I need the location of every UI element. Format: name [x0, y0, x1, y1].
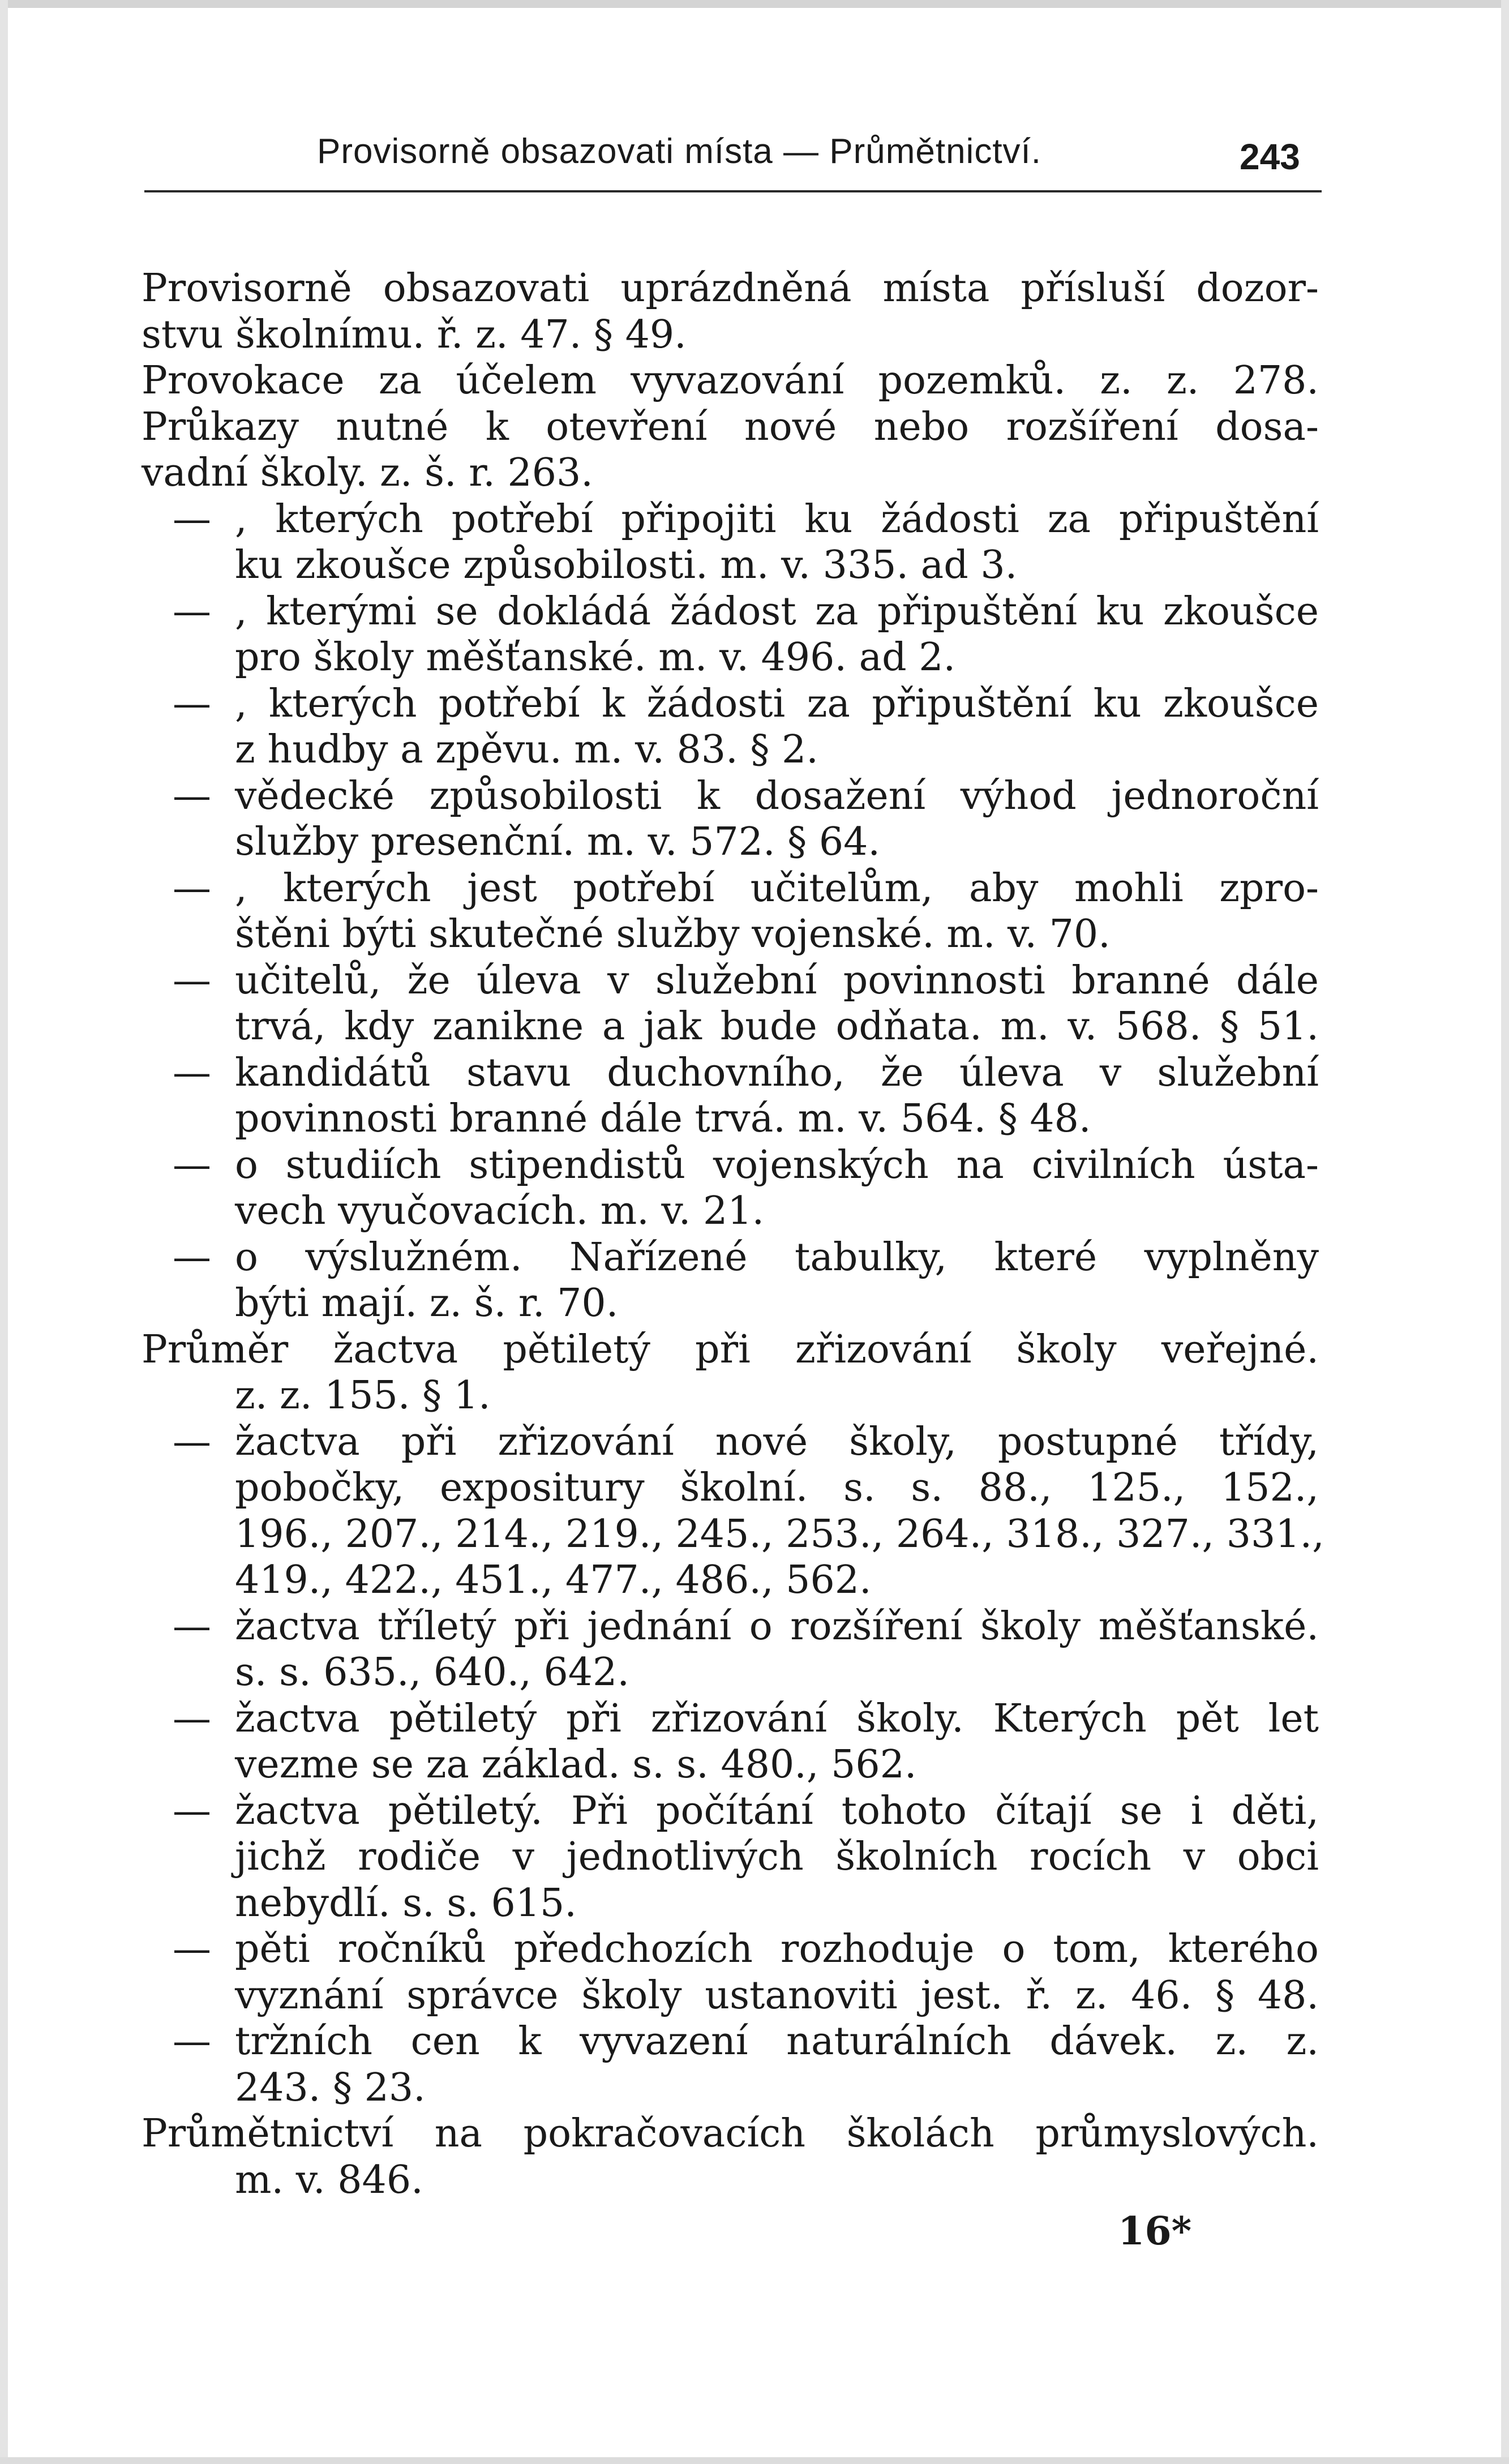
- entry-dash: —: [173, 1235, 211, 1280]
- entry-dash: —: [173, 1604, 211, 1649]
- index-subentry-line: trvá, kdy zanikne a jak bude odňata. m. v. 568. § 51.: [235, 1004, 1319, 1049]
- index-subentry-line: 243. § 23.: [235, 2066, 426, 2110]
- index-subentry-line: 419., 422., 451., 477., 486., 562.: [235, 1558, 872, 1602]
- index-subentry-line: o studiích stipendistů vojenských na civilních ústa-: [235, 1143, 1319, 1188]
- index-subentry-line: povinnosti branné dále trvá. m. v. 564. § 48.: [235, 1096, 1091, 1141]
- index-subentry-line: nebydlí. s. s. 615.: [235, 1881, 577, 1926]
- entry-dash: —: [173, 682, 211, 726]
- index-subentry-line: s. s. 635., 640., 642.: [235, 1650, 629, 1695]
- entry-dash: —: [173, 2019, 211, 2064]
- index-subentry-line: služby presenční. m. v. 572. § 64.: [235, 820, 880, 864]
- entry-dash: —: [173, 1696, 211, 1741]
- index-subentry-line: 196., 207., 214., 219., 245., 253., 264., 318., 327., 331.,: [235, 1512, 1324, 1557]
- index-entry-line: Průkazy nutné k otevření nové nebo rozšíření dosa-: [142, 405, 1319, 449]
- index-subentry-line: vědecké způsobilosti k dosažení výhod jednoroční: [235, 774, 1319, 819]
- index-subentry-line: žactva při zřizování nové školy, postupné třídy,: [235, 1420, 1319, 1464]
- index-subentry-line: pro školy měšťanské. m. v. 496. ad 2.: [235, 635, 956, 680]
- index-subentry-line: jichž rodiče v jednotlivých školních rocích v obci: [235, 1835, 1319, 1879]
- index-subentry-line: býti mají. z. š. r. 70.: [235, 1281, 619, 1326]
- index-entry-line: Provokace za účelem vyvazování pozemků. z. z. 278.: [142, 358, 1319, 403]
- index-subentry-line: štěni býti skutečné služby vojenské. m. v. 70.: [235, 912, 1111, 957]
- page-number: 243: [1240, 136, 1300, 177]
- running-header-title: Provisorně obsazovati místa — Průmětnictví.: [317, 132, 1042, 171]
- index-subentry-line: žactva pětiletý. Při počítání tohoto čítají se i děti,: [235, 1789, 1319, 1833]
- index-subentry-line: kandidátů stavu duchovního, že úleva v služební: [235, 1051, 1319, 1095]
- entry-dash: —: [173, 589, 211, 634]
- entry-dash: —: [173, 1927, 211, 1972]
- index-subentry-line: o výslužném. Nařízené tabulky, které vyplněny: [235, 1235, 1319, 1280]
- index-subentry-line: vech vyučovacích. m. v. 21.: [235, 1189, 765, 1233]
- index-subentry-line: pěti ročníků předchozích rozhoduje o tom, kterého: [235, 1927, 1319, 1972]
- index-entry-line: stvu školnímu. ř. z. 47. § 49.: [142, 312, 687, 357]
- index-entry-line: Průmětnictví na pokračovacích školách průmyslových.: [142, 2111, 1319, 2156]
- index-subentry-line: tržních cen k vyvazení naturálních dávek. z. z.: [235, 2019, 1319, 2064]
- entry-dash: —: [173, 866, 211, 911]
- entry-dash: —: [173, 1051, 211, 1095]
- entry-dash: —: [173, 1143, 211, 1188]
- index-subentry-line: m. v. 846.: [235, 2158, 423, 2202]
- entry-dash: —: [173, 958, 211, 1003]
- index-entry-line: Provisorně obsazovati uprázdněná místa přísluší dozor-: [142, 266, 1319, 311]
- index-subentry-line: z. z. 155. § 1.: [235, 1373, 491, 1418]
- signature-mark: 16*: [1118, 2209, 1192, 2254]
- entry-dash: —: [173, 497, 211, 542]
- index-subentry-line: žactva tříletý při jednání o rozšíření školy měšťanské.: [235, 1604, 1319, 1649]
- entry-dash: —: [173, 1420, 211, 1464]
- index-subentry-line: vyznání správce školy ustanoviti jest. ř. z. 46. § 48.: [235, 1973, 1319, 2018]
- index-subentry-line: vezme se za základ. s. s. 480., 562.: [235, 1742, 917, 1787]
- index-subentry-line: , kterých potřebí připojiti ku žádosti za připuštění: [235, 497, 1319, 542]
- entry-dash: —: [173, 1789, 211, 1833]
- index-subentry-line: z hudby a zpěvu. m. v. 83. § 2.: [235, 727, 818, 772]
- index-entry-line: vadní školy. z. š. r. 263.: [142, 451, 593, 495]
- index-subentry-line: učitelů, že úleva v služební povinnosti branné dále: [235, 958, 1319, 1003]
- entry-dash: —: [173, 774, 211, 819]
- index-subentry-line: , kterými se dokládá žádost za připuštění ku zkoušce: [235, 589, 1319, 634]
- index-subentry-line: , kterých jest potřebí učitelům, aby mohli zpro-: [235, 866, 1319, 911]
- index-subentry-line: žactva pětiletý při zřizování školy. Kterých pět let: [235, 1696, 1319, 1741]
- index-subentry-line: pobočky, expositury školní. s. s. 88., 125., 152.,: [235, 1465, 1319, 1510]
- index-subentry-line: ku zkoušce způsobilosti. m. v. 335. ad 3.: [235, 543, 1018, 588]
- index-subentry-line: , kterých potřebí k žádosti za připuštění ku zkoušce: [235, 682, 1319, 726]
- index-entry-line: Průměr žactva pětiletý při zřizování školy veřejné.: [142, 1327, 1319, 1372]
